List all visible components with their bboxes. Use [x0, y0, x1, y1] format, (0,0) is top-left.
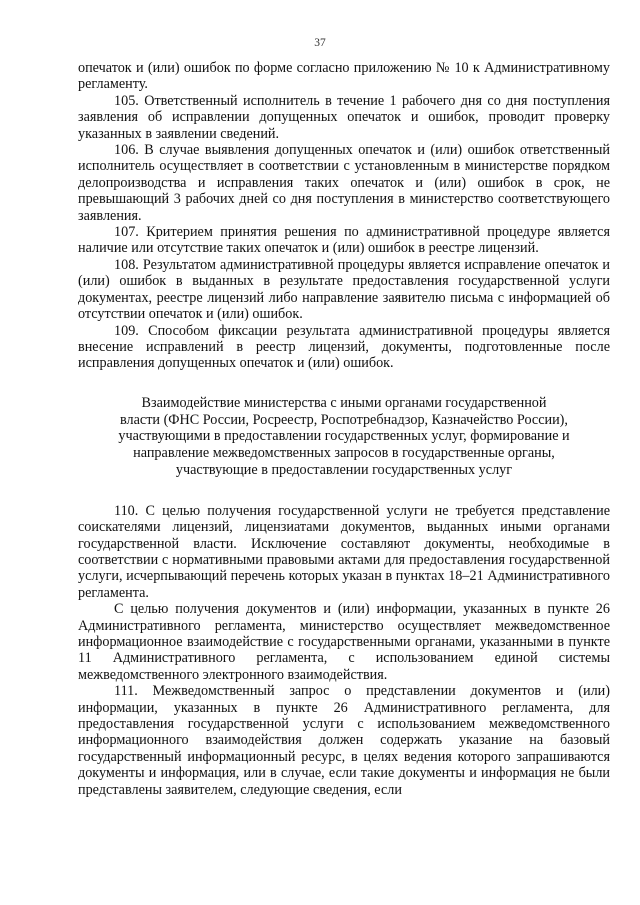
document-body	[78, 60, 610, 798]
paragraph-111: 111. Межведомственный запрос о представлении документов и (или) информации, указанных в пункте 26 Административного регламента, для предоставления государственной услуги с использованием межведомственного информационного взаимодействия должен содержать указание на базовый государственный информационный ресурс, в целях ведения которого запрашиваются документы и информация, или в случае, если такие документы и информация не были представлены заявителем, следующие сведения, если	[78, 683, 610, 798]
paragraph-110-continued: С целью получения документов и (или) информации, указанных в пункте 26 Административного регламента, министерство осуществляет межведомственное информационное взаимодействие с государственными органами, указанными в пункте 11 Административного регламента, с использованием единой системы межведомственного электронного взаимодействия.	[78, 601, 610, 683]
paragraph-108: 108. Результатом административной процедуры является исправление опечаток и (или) ошибок в выданных в результате предоставления государственной услуги документах, реестре лицензий либо направление заявителю письма с информацией об отсутствии опечаток и (или) ошибок.	[78, 256, 610, 323]
section-heading	[78, 395, 610, 479]
section-heading-line: направление межведомственных запросов в государственные органы,	[133, 445, 555, 462]
section-heading-line: власти (ФНС России, Росреестр, Роспотребнадзор, Казначейство России),	[120, 411, 568, 428]
paragraph-107: 107. Критерием принятия решения по административной процедуре является наличие или отсутствие таких опечаток и (или) ошибок в реестре лицензий.	[78, 224, 610, 257]
paragraph: опечаток и (или) ошибок по форме согласно приложению № 10 к Административному регламенту.	[78, 60, 610, 93]
paragraph-105: 105. Ответственный исполнитель в течение 1 рабочего дня со дня поступления заявления об исправлении допущенных опечаток и ошибок, проводит проверку указанных в заявлении сведений.	[78, 92, 610, 142]
paragraph-106: 106. В случае выявления допущенных опечаток и (или) ошибок ответственный исполнитель осуществляет в соответствии с установленным в министерстве порядком делопроизводства и исправления таких опечаток и (или) ошибок в срок, не превышающий 3 рабочих дней со дня поступления в министерство соответствующего заявления.	[78, 142, 610, 224]
section-heading-line: участвующие в предоставлении государственных услуг	[175, 461, 513, 478]
section-heading-line: Взаимодействие министерства с иными органами государственной	[141, 394, 547, 411]
section-heading-line: участвующими в предоставлении государственных услуг, формирование и	[118, 428, 570, 445]
paragraph-109: 109. Способом фиксации результата административной процедуры является внесение исправлений в реестр лицензий, документы, подготовленные после исправления допущенных опечаток и (или) ошибок.	[78, 322, 610, 372]
paragraph-110: 110. С целью получения государственной услуги не требуется представление соискателями лицензий, лицензиатами документов, выданных иными органами государственной власти. Исключение составляют документы, необходимые в соответствии с нормативными правовыми актами для предоставления государственной услуги, исчерпывающий перечень которых указан в пунктах 18–21 Административного регламента.	[78, 502, 610, 601]
page-number: 37	[314, 37, 326, 49]
